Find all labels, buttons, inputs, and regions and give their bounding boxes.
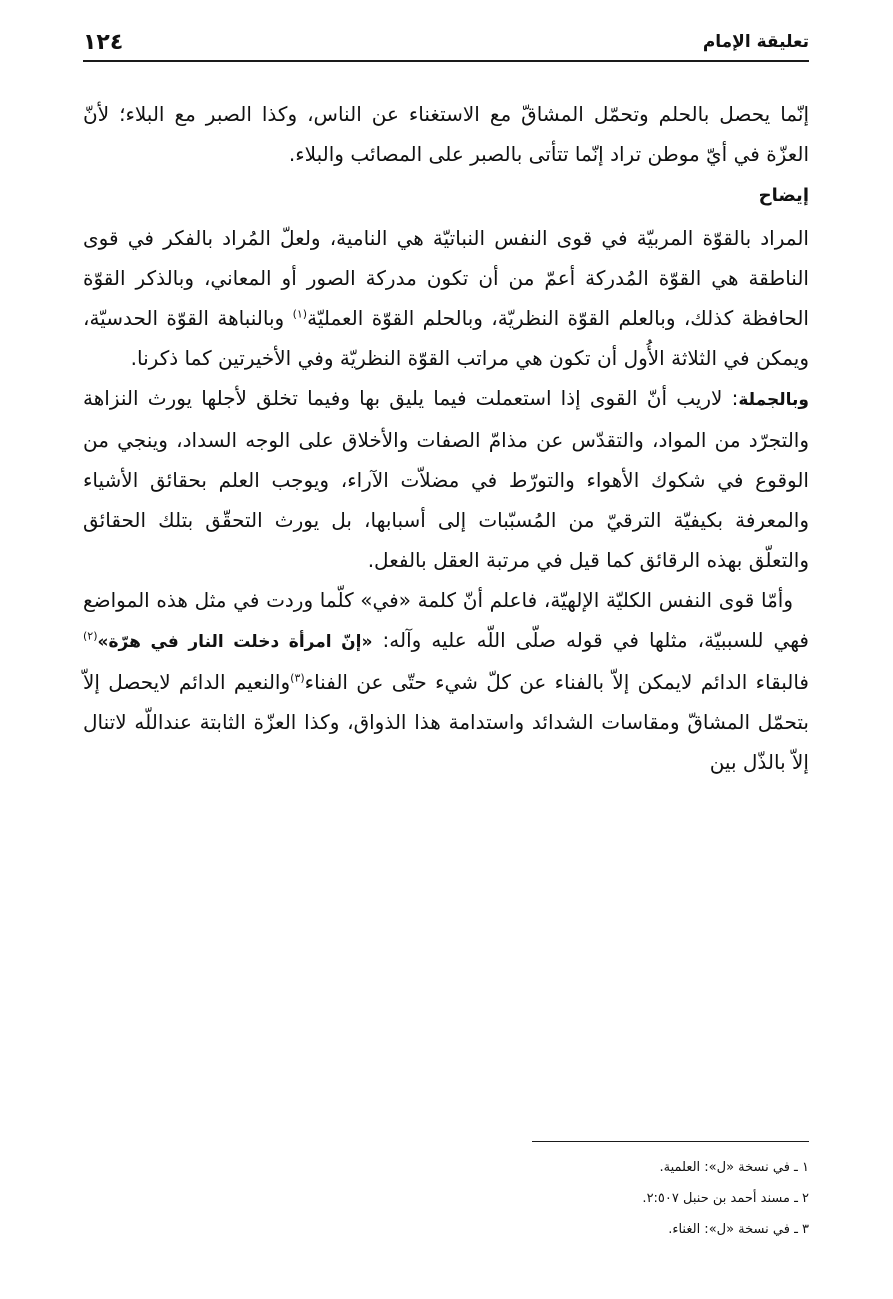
section-heading: إيضاح: [758, 185, 809, 206]
footnote-1: ١ ـ في نسخة «ل»: العلمية.: [659, 1160, 809, 1175]
paragraph-1: [83, 94, 809, 174]
paragraph-1-text: إنّما يحصل بالحلم وتحمّل المشاقّ مع الاستغناء عن الناس، وكذا الصبر مع البلاء؛ لأنّ العزّة في أيّ موطن تراد إنّما تتأتى بالصبر على المصائب والبلاء.: [83, 102, 809, 166]
paragraph-3: [83, 378, 809, 580]
paragraph-4-text-a: وأمّا قوى النفس الكليّة الإلهيّة، فاعلم أنّ كلمة «في» كلّما وردت في مثل هذه المواضع فهي للسببيّة، مثلها في قوله صلّى اللّه عليه وآله:: [83, 588, 809, 652]
footnote-ref-1[interactable]: (١): [292, 307, 308, 321]
footnotes: [300, 1152, 809, 1245]
paragraph-2-text-b: وبالنباهة القوّة الحدسيّة، ويمكن في الثلاثة الأُول أن تكون هي مراتب القوّة النظريّة وفي الأخيرتين كما ذكرنا.: [83, 306, 809, 370]
main-text: [83, 94, 809, 782]
page-number: ١٢٤: [83, 30, 124, 55]
footnote-divider: [532, 1141, 809, 1142]
paragraph-3-text: : لاريب أنّ القوى إذا استعملت فيما يليق بها وفيما تخلق لأجلها يورث النزاهة والتجرّد من المواد، والتقدّس عن مذامّ الصفات والأخلاق على الوجه السداد، وينجي من الوقوع في شكوك الأهواء والتورّط في مضلاّت الآراء، ويوجب العلم بحقائق الأشياء والمعرفة بكيفيّة الترقيّ من المُسبّبات إلى أسبابها، بل يورث التحقّق بتلك الحقائق والتعلّق بهذه الرقائق كما قيل في مرتبة العقل بالفعل.: [83, 386, 809, 572]
paragraph-4-text-b: فالبقاء الدائم لايمكن إلاّ بالفناء عن كلّ شيء حتّى عن الفناء: [304, 670, 809, 694]
footnote-2: ٢ ـ مسند أحمد بن حنبل ٢:٥٠٧.: [642, 1191, 809, 1206]
hadith-quote: «إنّ امرأة دخلت النار في هرّة»: [97, 632, 373, 652]
paragraph-4: [83, 580, 809, 782]
paragraph-2-text-a: المراد بالقوّة المربيّة في قوى النفس النباتيّة هي النامية، ولعلّ المُراد بالفكر في قوى الناطقة هي القوّة المُدركة أعمّ من أن تكون مدركة الصور أو المعاني، وبالذكر القوّة الحافظة كذلك، وبالعلم القوّة النظريّة، وبالحلم القوّة العمليّة: [83, 226, 809, 330]
paragraph-2: [83, 218, 809, 378]
footnote-3: ٣ ـ في نسخة «ل»: الغناء.: [668, 1222, 809, 1237]
paragraph-3-lead: وبالجملة: [738, 390, 809, 410]
running-title: تعليقة الإمام: [702, 32, 809, 52]
paragraph-4-text-c: والنعيم الدائم لايحصل إلاّ بتحمّل المشاقّ ومقاسات الشدائد واستدامة هذا الذواق، وكذا العزّة الثابتة عنداللّه لاتنال إلاّ بالذّل بين: [83, 670, 809, 774]
footnote-ref-3[interactable]: (٣): [290, 671, 305, 685]
footnote-ref-2[interactable]: (٢): [83, 629, 98, 643]
running-header: [83, 30, 809, 62]
